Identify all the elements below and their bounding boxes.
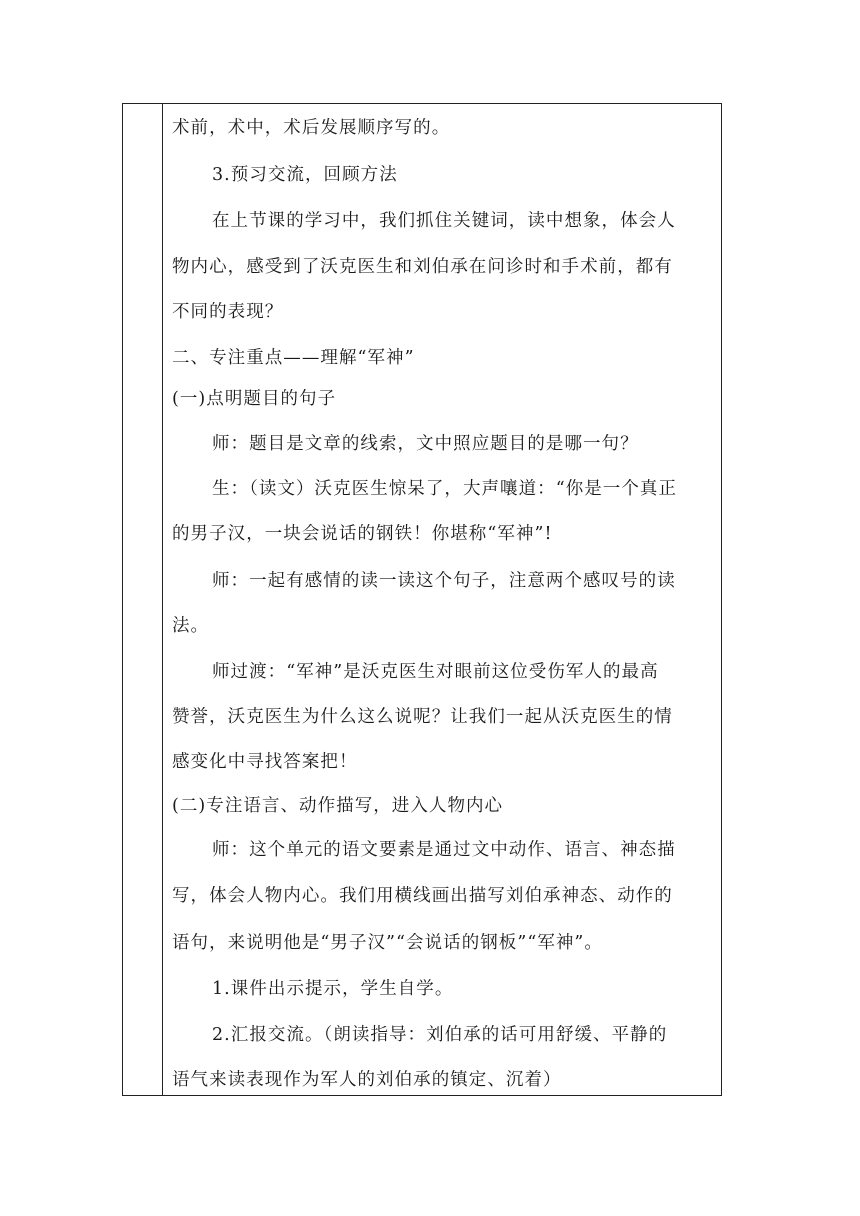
text-line: 2.汇报交流。（朗读指导：刘伯承的话可用舒缓、平静的: [212, 1025, 668, 1045]
text-line: 赞誉，沃克医生为什么这么说呢？让我们一起从沃克医生的情: [172, 707, 673, 727]
text-line: 1.课件出示提示，学生自学。: [212, 979, 454, 999]
text-line: 3.预习交流，回顾方法: [212, 165, 398, 185]
content-cell: [163, 104, 720, 1095]
text-line: 师：这个单元的语文要素是通过文中动作、语言、神态描: [212, 840, 676, 860]
text-line: 生：（读文）沃克医生惊呆了，大声嚷道：“你是一个真正: [212, 479, 677, 499]
text-line: 语句，来说明他是“男子汉”“会说话的钢板”“军神”。: [172, 933, 603, 953]
text-line: 语气来读表现作为军人的刘伯承的镇定、沉着）: [172, 1070, 562, 1090]
subsection-heading: (一)点明题目的句子: [172, 389, 337, 409]
text-line: 师：一起有感情的读一读这个句子，注意两个感叹号的读: [212, 571, 676, 591]
text-line: 术前，术中，术后发展顺序写的。: [172, 118, 451, 138]
text-line: 不同的表现？: [172, 302, 284, 322]
text-line: 法。: [172, 616, 210, 636]
label-column: [123, 104, 163, 1095]
text-line: 师：题目是文章的线索，文中照应题目的是哪一句？: [212, 434, 639, 454]
text-line: 感变化中寻找答案把！: [172, 752, 358, 772]
text-line: 在上节课的学习中，我们抓住关键词，读中想象，体会人: [212, 211, 676, 231]
section-heading: 二、专注重点——理解“军神”: [172, 348, 415, 368]
lesson-table: [122, 103, 722, 1096]
subsection-heading: (二)专注语言、动作描写，进入人物内心: [172, 796, 504, 816]
text-line: 物内心，感受到了沃克医生和刘伯承在问诊时和手术前，都有: [172, 257, 673, 277]
text-line: 师过渡：“军神”是沃克医生对眼前这位受伤军人的最高: [212, 662, 659, 682]
text-line: 的男子汉，一块会说话的钢铁！你堪称“军神”!: [172, 524, 553, 544]
text-line: 写，体会人物内心。我们用横线画出描写刘伯承神态、动作的: [172, 886, 673, 906]
